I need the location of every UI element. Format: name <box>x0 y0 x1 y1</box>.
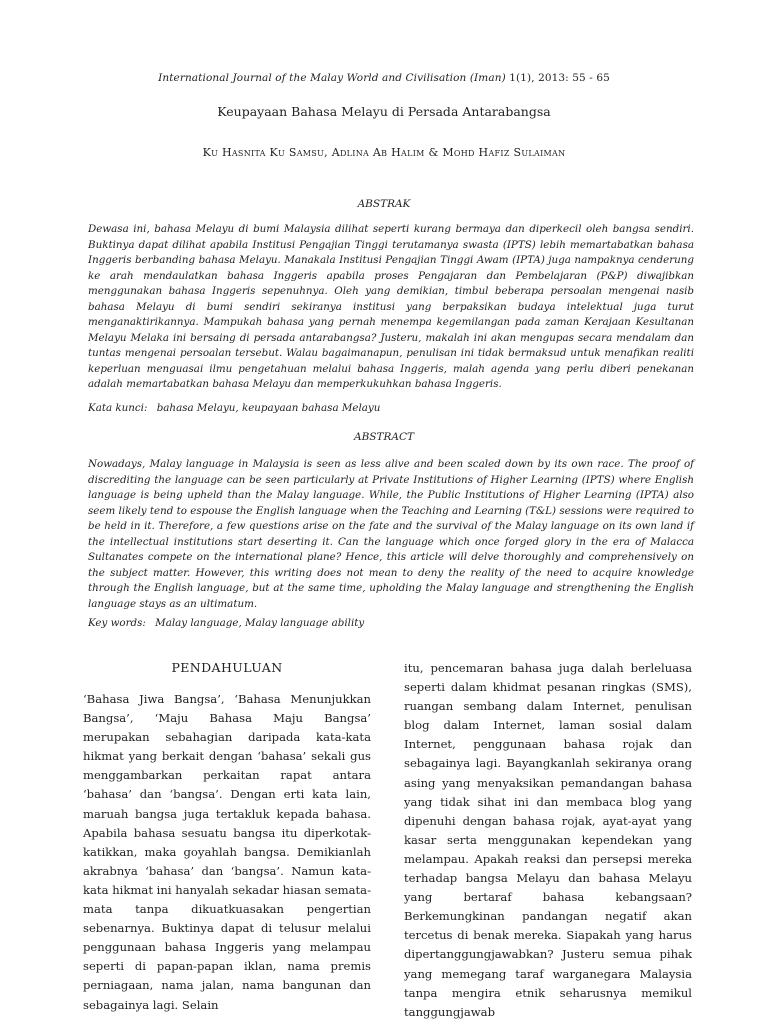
abstract-heading: ABSTRACT <box>353 431 415 443</box>
abstrak-heading: ABSTRAK <box>357 198 411 210</box>
abstrak-body: Dewasa ini, bahasa Melayu di bumi Malaysia dilihat seperti kurang bermaya dan diperkecil oleh bangsa sendiri. Buktinya dapat dilihat apabila Institusi Pengajian Tinggi terutamanya swasta (IPTS) lebih memartabatkan bahasa Inggeris berbanding bahasa Melayu. Manakala Institusi Pengajian Tinggi Awam (IPTA) juga nampaknya cenderung ke arah mendaulatkan bahasa Inggeris apabila proses Pengajaran dan Pembelajaran (P&P) diwajibkan menggunakan bahasa Inggeris sepenuhnya. Oleh yang demikian, timbul beberapa persoalan mengenai nasib bahasa Melayu di bumi sendiri sekiranya institusi yang berpaksikan budaya intelektual juga turut menganaktirikannya. Mampukah bahasa yang pernah menempa kegemilangan pada zaman Kerajaan Kesultanan Melayu Melaka ini bersaing di persada antarabangsa? Justeru, makalah ini akan mengupas secara mendalam dan tuntas mengenai persoalan tersebut. Walau bagaimanapun, penulisan ini tidak bermaksud untuk menafikan realiti keperluan menguasai ilmu pengetahuan melalui bahasa Inggeris, malah agenda yang perlu diberi penekanan adalah memartabatkan bahasa Melayu dan memperkukuhkan bahasa Inggeris. <box>88 223 694 390</box>
abstrak-keywords <box>88 402 694 414</box>
paper-authors: Ku Hasnita Ku Samsu, Adlina Ab Halim & Mohd Hafiz Sulaiman <box>202 146 566 159</box>
journal-issue: 1(1), 2013: 55 - 65 <box>509 72 610 84</box>
body-right-column: itu, pencemaran bahasa juga dalah berleluasa seperti dalam khidmat pesanan ringkas (SMS), ruangan sembang dalam Internet, penulisan blog dalam Internet, laman sosial dalam Internet, penggunaan bahasa rojak dan sebagainya lagi. Bayangkanlah sekiranya orang asing yang menyaksikan pemandangan bahasa yang tidak sihat ini dan membaca blog yang dipenuhi dengan bahasa rojak, ayat-ayat yang kasar serta menggunakan kependekan yang melampau. Apakah reaksi dan persepsi mereka terhadap bangsa Melayu dan bahasa Melayu yang bertaraf bahasa kebangsaan? Berkemungkinan pandangan negatif akan tercetus di benak mereka. Siapakah yang harus dipertanggungjawabkan? Justeru semua pihak yang memegang taraf warganegara Malaysia tanpa mengira etnik seharusnya memikul tanggungjawab <box>404 661 692 1019</box>
journal-name: International Journal of the Malay World and Civilisation (Iman) <box>158 72 506 84</box>
abstract-body: Nowadays, Malay language in Malaysia is seen as less alive and been scaled down by its own race. The proof of discrediting the language can be seen particularly at Private Institutions of Higher Learning (IPTS) where English language is being upheld than the Malay language. While, the Public Institutions of Higher Learning (IPTA) also seem likely tend to espouse the English language when the Teaching and Learning (T&L) sessions were required to be held in it. Therefore, a few questions arise on the fate and the survival of the Malay language on its own land if the intellectual institutions start deserting it. Can the language which once forged glory in the era of Malacca Sultanates compete on the international plane? Hence, this article will delve thoroughly and comprehensively on the subject matter. However, this writing does not mean to deny the reality of the need to acquire knowledge through the English language, but at the same time, upholding the Malay language and strengthening the English language stays as an ultimatum. <box>88 458 694 610</box>
abstract-keywords <box>88 617 694 629</box>
abstrak-keywords-value: bahasa Melayu, keupayaan bahasa Melayu <box>156 402 381 414</box>
abstrak-keywords-label: Kata kunci: <box>88 402 148 414</box>
body-left-column: ‘Bahasa Jiwa Bangsa’, ‘Bahasa Menunjukkan Bangsa’, ‘Maju Bahasa Maju Bangsa’ merupakan sebahagian daripada kata-kata hikmat yang berkait dengan ‘bahasa’ sekali gus menggambarkan perkaitan rapat antara ‘bahasa’ dan ‘bangsa’. Dengan erti kata lain, maruah bangsa juga tertakluk kepada bahasa. Apabila bahasa sesuatu bangsa itu diperkotak-katikkan, maka goyahlah bangsa. Demikianlah akrabnya ‘bahasa’ dan ‘bangsa’. Namun kata-kata hikmat ini hanyalah sekadar hiasan semata-mata tanpa dikuatkuasakan pengertian sebenarnya. Buktinya dapat di telusur melalui penggunaan bahasa Inggeris yang melampau seperti di papan-papan iklan, nama premis perniagaan, nama jalan, nama bangunan dan sebagainya lagi. Selain <box>83 692 371 1012</box>
abstract-keywords-label: Key words: <box>88 617 146 629</box>
abstract-keywords-value: Malay language, Malay language ability <box>155 617 365 629</box>
section-heading-pendahuluan: PENDAHULUAN <box>171 660 283 675</box>
paper-title: Keupayaan Bahasa Melayu di Persada Antarabangsa <box>217 104 551 119</box>
journal-header <box>0 72 768 84</box>
